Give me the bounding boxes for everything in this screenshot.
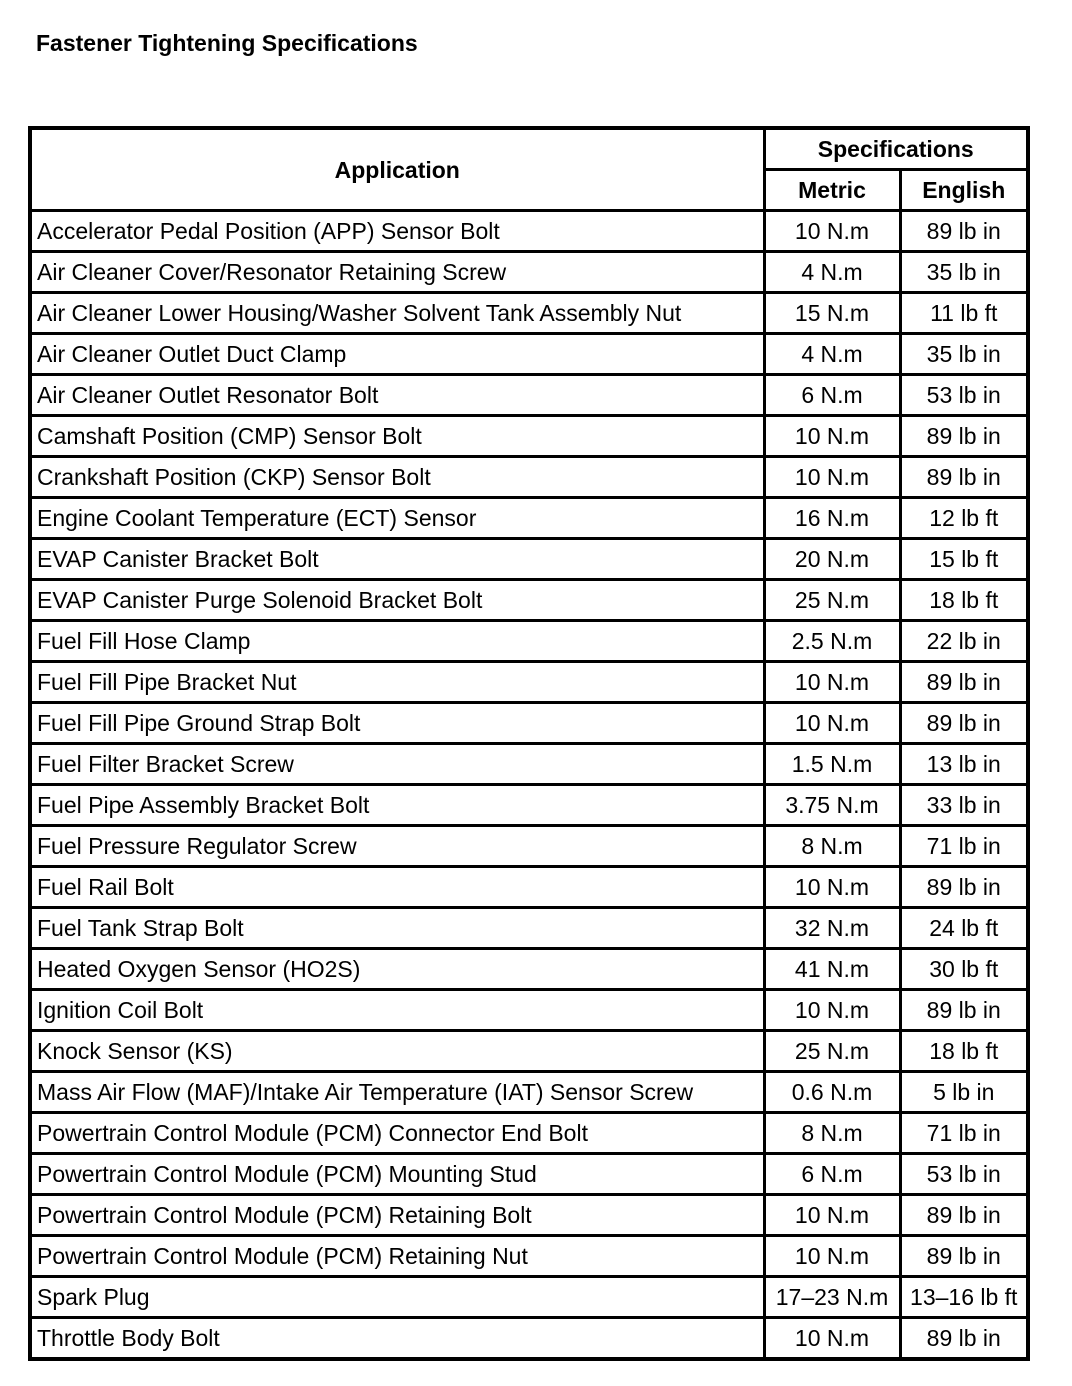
- table-row: [30, 498, 1028, 539]
- cell-english: 53 lb in: [900, 375, 1028, 416]
- cell-application: EVAP Canister Bracket Bolt: [30, 539, 764, 580]
- cell-english: 33 lb in: [900, 785, 1028, 826]
- cell-application: Accelerator Pedal Position (APP) Sensor Bolt: [30, 211, 764, 252]
- cell-english: 12 lb ft: [900, 498, 1028, 539]
- cell-application: Engine Coolant Temperature (ECT) Sensor: [30, 498, 764, 539]
- table-row: [30, 662, 1028, 703]
- cell-metric: 15 N.m: [764, 293, 900, 334]
- cell-metric: 10 N.m: [764, 1318, 900, 1360]
- cell-application: Throttle Body Bolt: [30, 1318, 764, 1360]
- cell-metric: 6 N.m: [764, 375, 900, 416]
- cell-application: Fuel Fill Pipe Ground Strap Bolt: [30, 703, 764, 744]
- cell-application: Fuel Pipe Assembly Bracket Bolt: [30, 785, 764, 826]
- cell-english: 11 lb ft: [900, 293, 1028, 334]
- cell-application: Powertrain Control Module (PCM) Retaining Nut: [30, 1236, 764, 1277]
- cell-english: 89 lb in: [900, 1236, 1028, 1277]
- page-title: Fastener Tightening Specifications: [36, 30, 418, 56]
- cell-application: Fuel Fill Hose Clamp: [30, 621, 764, 662]
- cell-metric: 32 N.m: [764, 908, 900, 949]
- cell-metric: 20 N.m: [764, 539, 900, 580]
- table-row: [30, 252, 1028, 293]
- cell-english: 15 lb ft: [900, 539, 1028, 580]
- table-row: [30, 293, 1028, 334]
- cell-english: 89 lb in: [900, 416, 1028, 457]
- cell-application: Knock Sensor (KS): [30, 1031, 764, 1072]
- cell-application: Crankshaft Position (CKP) Sensor Bolt: [30, 457, 764, 498]
- header-specifications: Specifications: [764, 128, 1028, 170]
- table-row: [30, 1195, 1028, 1236]
- cell-english: 18 lb ft: [900, 580, 1028, 621]
- cell-application: Fuel Rail Bolt: [30, 867, 764, 908]
- cell-application: Camshaft Position (CMP) Sensor Bolt: [30, 416, 764, 457]
- cell-application: Ignition Coil Bolt: [30, 990, 764, 1031]
- cell-metric: 8 N.m: [764, 826, 900, 867]
- cell-english: 89 lb in: [900, 867, 1028, 908]
- cell-application: Powertrain Control Module (PCM) Mounting Stud: [30, 1154, 764, 1195]
- cell-application: EVAP Canister Purge Solenoid Bracket Bolt: [30, 580, 764, 621]
- table-row: [30, 744, 1028, 785]
- cell-application: Air Cleaner Cover/Resonator Retaining Screw: [30, 252, 764, 293]
- cell-application: Air Cleaner Outlet Duct Clamp: [30, 334, 764, 375]
- cell-metric: 4 N.m: [764, 252, 900, 293]
- cell-metric: 10 N.m: [764, 416, 900, 457]
- table-row: [30, 949, 1028, 990]
- header-metric: Metric: [764, 170, 900, 211]
- cell-metric: 0.6 N.m: [764, 1072, 900, 1113]
- cell-metric: 25 N.m: [764, 580, 900, 621]
- table-row: [30, 1236, 1028, 1277]
- cell-metric: 2.5 N.m: [764, 621, 900, 662]
- table-row: [30, 990, 1028, 1031]
- cell-application: Air Cleaner Outlet Resonator Bolt: [30, 375, 764, 416]
- cell-application: Air Cleaner Lower Housing/Washer Solvent Tank Assembly Nut: [30, 293, 764, 334]
- table-row: [30, 1113, 1028, 1154]
- cell-english: 13–16 lb ft: [900, 1277, 1028, 1318]
- cell-metric: 10 N.m: [764, 662, 900, 703]
- table-row: [30, 1277, 1028, 1318]
- table-row: [30, 211, 1028, 252]
- cell-english: 30 lb ft: [900, 949, 1028, 990]
- cell-english: 89 lb in: [900, 703, 1028, 744]
- table-row: [30, 908, 1028, 949]
- header-application: Application: [30, 128, 764, 211]
- fastener-spec-table: [28, 126, 1030, 1361]
- cell-application: Fuel Fill Pipe Bracket Nut: [30, 662, 764, 703]
- table-row: [30, 539, 1028, 580]
- cell-english: 89 lb in: [900, 457, 1028, 498]
- table-row: [30, 1031, 1028, 1072]
- table-row: [30, 457, 1028, 498]
- cell-metric: 25 N.m: [764, 1031, 900, 1072]
- cell-metric: 10 N.m: [764, 703, 900, 744]
- cell-metric: 16 N.m: [764, 498, 900, 539]
- table-body: [30, 211, 1028, 1360]
- table-row: [30, 621, 1028, 662]
- cell-english: 18 lb ft: [900, 1031, 1028, 1072]
- cell-application: Heated Oxygen Sensor (HO2S): [30, 949, 764, 990]
- cell-english: 22 lb in: [900, 621, 1028, 662]
- table-row: [30, 703, 1028, 744]
- cell-metric: 6 N.m: [764, 1154, 900, 1195]
- cell-application: Powertrain Control Module (PCM) Connector End Bolt: [30, 1113, 764, 1154]
- header-english: English: [900, 170, 1028, 211]
- cell-metric: 10 N.m: [764, 211, 900, 252]
- cell-english: 53 lb in: [900, 1154, 1028, 1195]
- cell-application: Fuel Pressure Regulator Screw: [30, 826, 764, 867]
- cell-metric: 17–23 N.m: [764, 1277, 900, 1318]
- cell-metric: 10 N.m: [764, 1195, 900, 1236]
- table-row: [30, 1318, 1028, 1360]
- cell-metric: 10 N.m: [764, 1236, 900, 1277]
- cell-application: Powertrain Control Module (PCM) Retaining Bolt: [30, 1195, 764, 1236]
- table-row: [30, 375, 1028, 416]
- cell-metric: 10 N.m: [764, 990, 900, 1031]
- table-row: [30, 867, 1028, 908]
- cell-english: 35 lb in: [900, 334, 1028, 375]
- cell-english: 89 lb in: [900, 662, 1028, 703]
- cell-english: 89 lb in: [900, 990, 1028, 1031]
- table-row: [30, 826, 1028, 867]
- cell-english: 13 lb in: [900, 744, 1028, 785]
- cell-application: Mass Air Flow (MAF)/Intake Air Temperature (IAT) Sensor Screw: [30, 1072, 764, 1113]
- table-row: [30, 334, 1028, 375]
- table-header: [30, 128, 1028, 211]
- cell-metric: 10 N.m: [764, 867, 900, 908]
- cell-application: Fuel Filter Bracket Screw: [30, 744, 764, 785]
- cell-metric: 3.75 N.m: [764, 785, 900, 826]
- cell-english: 89 lb in: [900, 1195, 1028, 1236]
- cell-english: 71 lb in: [900, 826, 1028, 867]
- cell-metric: 41 N.m: [764, 949, 900, 990]
- cell-english: 35 lb in: [900, 252, 1028, 293]
- table-row: [30, 416, 1028, 457]
- cell-application: Fuel Tank Strap Bolt: [30, 908, 764, 949]
- cell-english: 89 lb in: [900, 1318, 1028, 1360]
- cell-application: Spark Plug: [30, 1277, 764, 1318]
- cell-metric: 10 N.m: [764, 457, 900, 498]
- cell-english: 71 lb in: [900, 1113, 1028, 1154]
- cell-metric: 8 N.m: [764, 1113, 900, 1154]
- table-row: [30, 1072, 1028, 1113]
- cell-metric: 1.5 N.m: [764, 744, 900, 785]
- table-row: [30, 785, 1028, 826]
- table-row: [30, 1154, 1028, 1195]
- cell-english: 24 lb ft: [900, 908, 1028, 949]
- cell-english: 89 lb in: [900, 211, 1028, 252]
- cell-english: 5 lb in: [900, 1072, 1028, 1113]
- table-row: [30, 580, 1028, 621]
- cell-metric: 4 N.m: [764, 334, 900, 375]
